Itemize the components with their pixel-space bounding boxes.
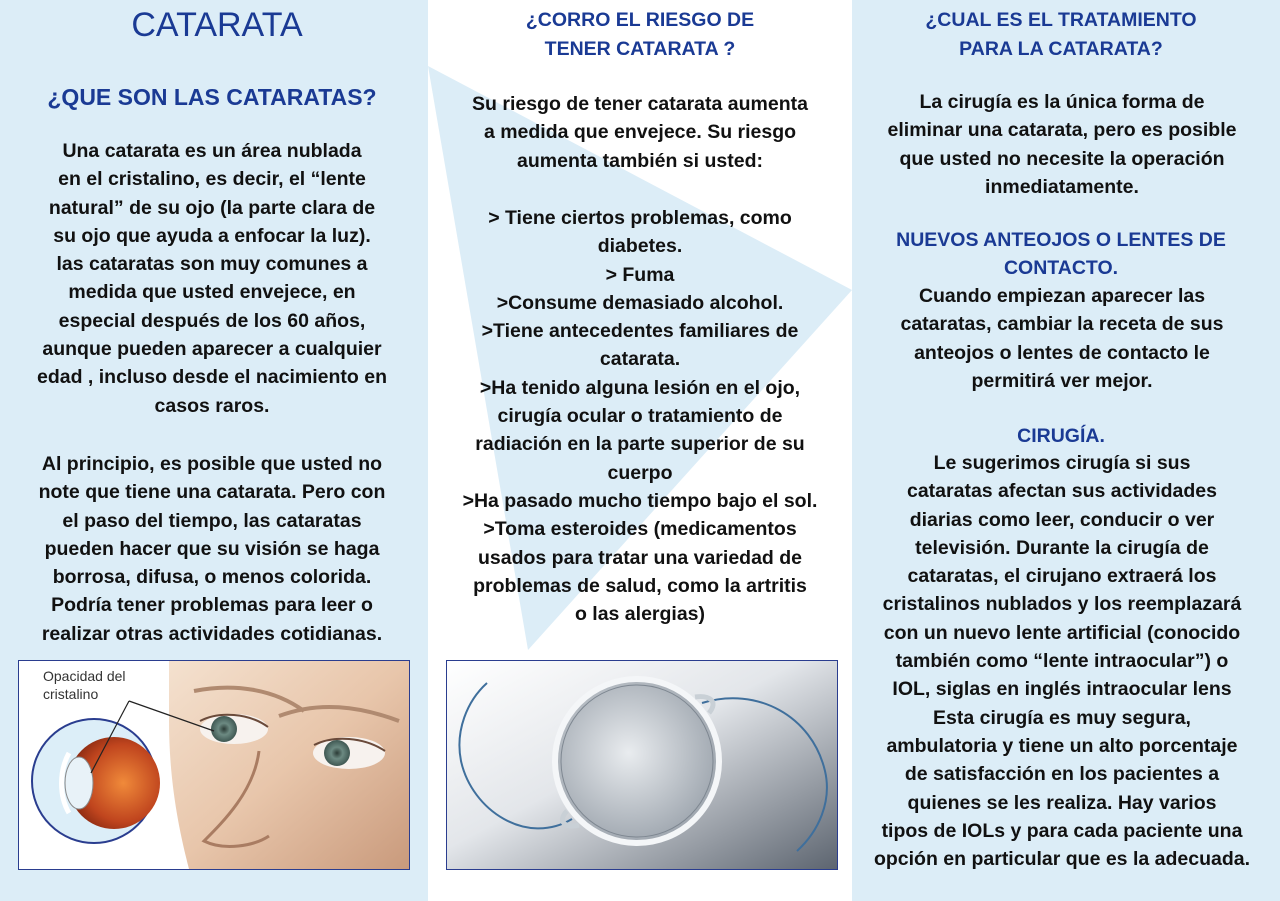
intraocular-lens-graphic [447, 661, 837, 869]
risk-factors-list: > Tiene ciertos problemas, como diabetes. > Fuma >Consume demasiado alcohol. >Tiene antecedentes familiares de catarata. >Ha tenido alguna lesión en el ojo, cirugía ocular o tratamiento de radiación en la parte superior de su cuerpo >Ha pasado mucho tiempo bajo el sol. >Toma esteroides (medicamentos usados para tratar una variedad de problemas de salud, como la artritis o las alergias) [462, 207, 818, 626]
risk-heading: ¿CORRO EL RIESGO DE TENER CATARATA ? [525, 9, 755, 60]
intraocular-lens-image [446, 660, 838, 870]
what-are-cataracts-heading: ¿QUE SON LAS CATARATAS? [47, 84, 377, 110]
eye-cataract-illustration [18, 660, 410, 870]
risk-intro-text: Su riesgo de tener catarata aumenta a medida que envejece. Su riesgo aumenta también si usted: [472, 93, 808, 172]
page-title: CATARATA [131, 6, 303, 44]
cataract-symptoms-text: Al principio, es posible que usted no note que tiene una catarata. Pero con el paso del tiempo, las cataratas pueden hacer que su visión se haga borrosa, difusa, o menos colorida. Podría tener problemas para leer o realizar otras actividades cotidianas. [38, 453, 386, 645]
cataract-definition-text: Una catarata es un área nublada en el cristalino, es decir, el “lente natural” de su ojo (la parte clara de su ojo que ayuda a enfocar la luz). las cataratas son muy comunes a medida que usted envejece, en especial después de los 60 años, aunque pueden aparecer a cualquier edad , incluso desde el nacimiento en casos raros. [36, 140, 387, 417]
glasses-contacts-text: Cuando empiezan aparecer las cataratas, cambiar la receta de sus anteojos o lentes de contacto le permitirá ver mejor. [900, 285, 1224, 392]
treatment-intro-text: La cirugía es la única forma de eliminar una catarata, pero es posible que usted no necesite la operación inmediatamente. [887, 91, 1237, 198]
surgery-text: Le sugerimos cirugía si sus cataratas afectan sus actividades diarias como leer, conducir o ver televisión. Durante la cirugía de cataratas, el cirujano extraerá los cristalinos nublados y los reemplazará con un nuevo lente artificial (conocido también como “lente intraocular”) o IOL, siglas en inglés intraocular lens Esta cirugía es muy segura, ambulatoria y tiene un alto porcentaje de satisfacción en los pacientes a quienes se les realiza. Hay varios tipos de IOLs y para cada paciente una opción en particular que es la adecuada. [873, 452, 1251, 871]
glasses-contacts-heading: NUEVOS ANTEOJOS O LENTES DE CONTACTO. [896, 229, 1226, 280]
treatment-heading: ¿CUAL ES EL TRATAMIENTO PARA LA CATARATA? [925, 9, 1197, 60]
lens-opacity-label: Opacidad del cristalino [43, 668, 126, 702]
surgery-heading: CIRUGÍA. [1017, 425, 1105, 447]
